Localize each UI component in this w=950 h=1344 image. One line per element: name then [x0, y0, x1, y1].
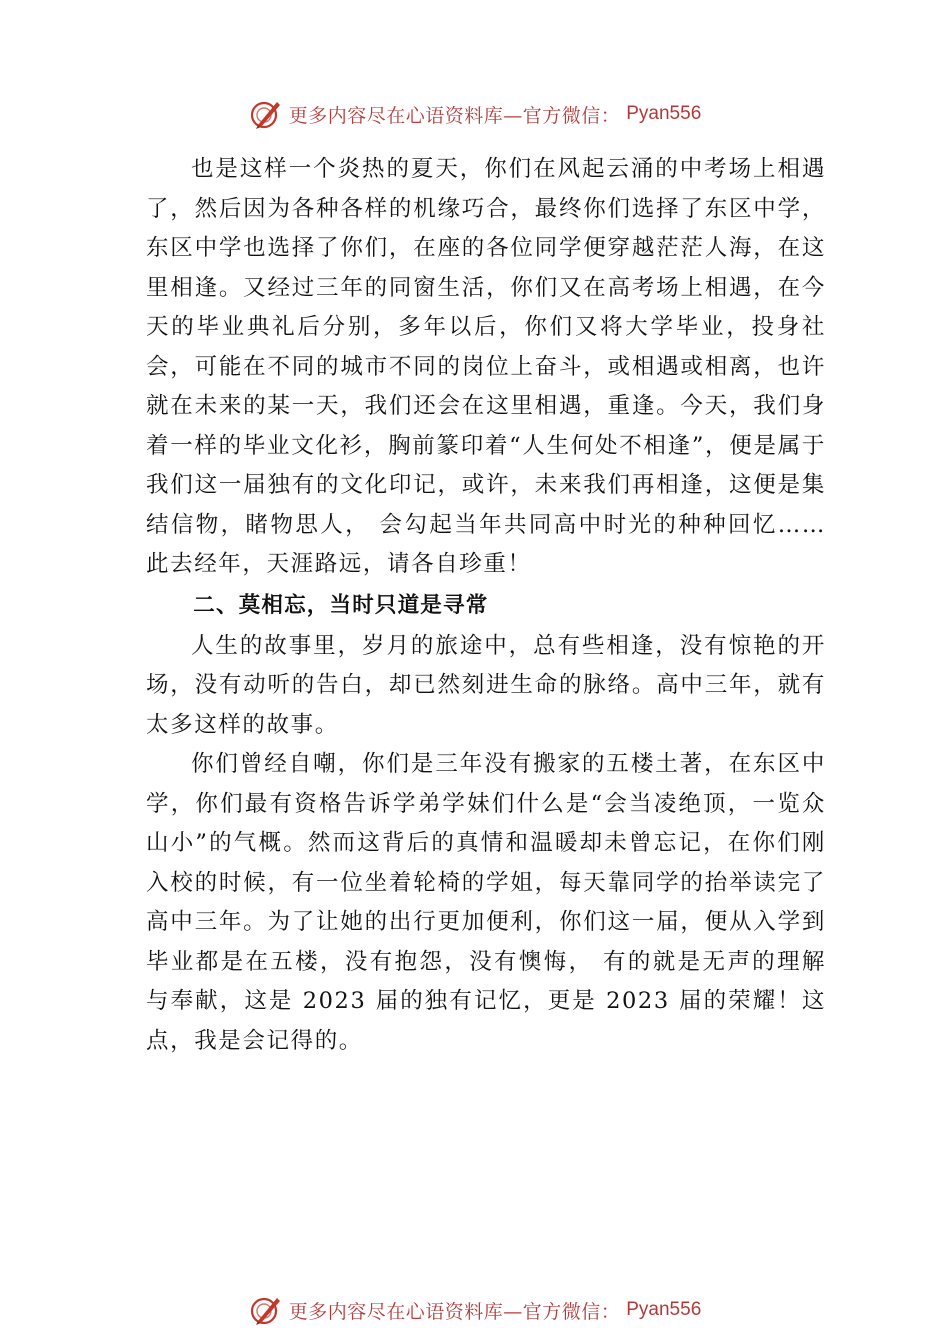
- paragraph-1: 也是这样一个炎热的夏天，你们在风起云涌的中考场上相遇了，然后因为各种各样的机缘巧合，最终你们选择了东区中学，东区中学也选择了你们，在座的各位同学便穿越茫茫人海，在这里相逢。又经过三年的同窗生活，你们又在高考场上相遇，在今天的毕业典礼后分别，多年以后，你们又将大学毕业，投身社会，可能在不同的城市不同的岗位上奋斗，或相遇或相离，也许就在未来的某一天，我们还会在这里相遇，重逢。今天，我们身着一样的毕业文化衫，胸前篆印着“人生何处不相逢”，便是属于我们这一届独有的文化印记，或许，未来我们再相逢，这便是集结信物，睹物思人， 会勾起当年共同高中时光的种种回忆……此去经年，天涯路远，请各自珍重！: [146, 156, 826, 577]
- header-banner: [0, 94, 950, 134]
- footer-banner: [0, 1290, 950, 1330]
- header-banner-wechat-id: Pyan556: [626, 103, 702, 124]
- section-heading-2: 二、莫相忘，当时只道是寻常: [193, 592, 489, 618]
- footer-banner-wechat-id: Pyan556: [626, 1299, 702, 1320]
- pen-logo-icon: [249, 97, 283, 131]
- paragraph-2: 人生的故事里，岁月的旅途中，总有些相逢，没有惊艳的开场，没有动听的告白，却已然刻进生命的脉络。高中三年，就有太多这样的故事。: [146, 632, 826, 738]
- paragraph-3: 你们曾经自嘲，你们是三年没有搬家的五楼土著，在东区中学，你们最有资格告诉学弟学妹们什么是“会当凌绝顶，一览众山小”的气概。然而这背后的真情和温暖却未曾忘记，在你们刚入校的时候，有一位坐着轮椅的学姐，每天靠同学的抬举读完了高中三年。为了让她的出行更加便利，你们这一届，便从入学到毕业都是在五楼，没有抱怨，没有懊悔， 有的就是无声的理解与奉献，这是 2023 届的独有记忆，更是 2023 届的荣耀！这点，我是会记得的。: [146, 751, 826, 1054]
- header-banner-text: 更多内容尽在心语资料库—官方微信：: [288, 104, 621, 127]
- document-body: [146, 150, 826, 1061]
- pen-logo-icon: [249, 1293, 283, 1327]
- footer-banner-text: 更多内容尽在心语资料库—官方微信：: [288, 1300, 621, 1323]
